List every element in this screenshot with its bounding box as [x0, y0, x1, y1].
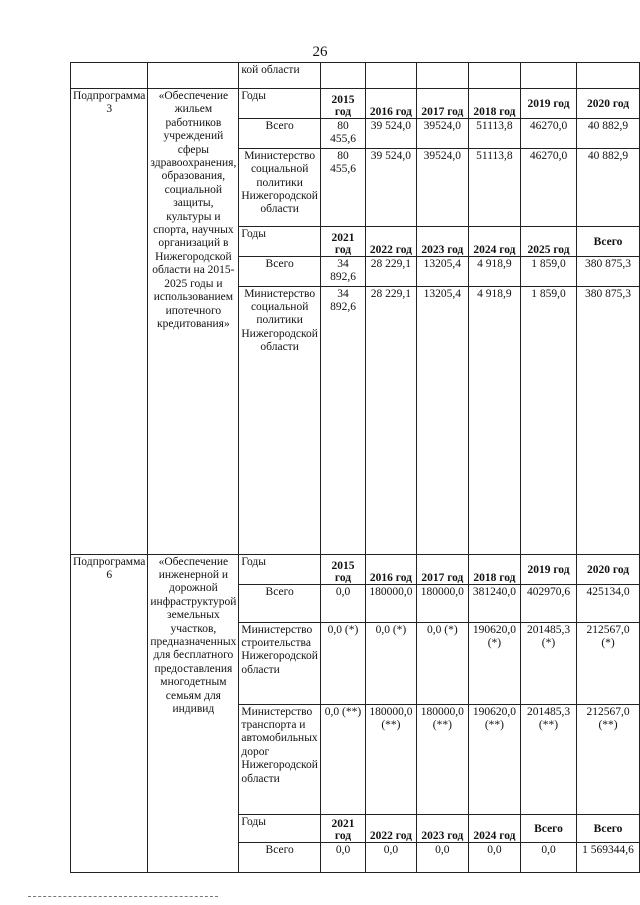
build-cell: 0,0 (*)	[366, 622, 417, 704]
subprog3-year-2016: 2016 год	[366, 89, 417, 119]
total-cell: 0,0	[366, 842, 417, 872]
total-cell: 402970,6	[520, 584, 576, 622]
total-cell: 180000,0	[366, 584, 417, 622]
subprog3-years-label: Годы	[239, 89, 321, 119]
total-cell: 0,0	[520, 842, 576, 872]
total-cell: 1 569344,6	[577, 842, 640, 872]
ministry-cell: 13205,4	[416, 286, 468, 554]
total-cell: 1 859,0	[520, 256, 576, 286]
ministry-cell: 34 892,6	[320, 286, 365, 554]
subprog6-year-2020: 2020 год	[577, 554, 640, 584]
subprog3-total-label-b: Всего	[239, 256, 321, 286]
subprog6-years-label: Годы	[239, 554, 321, 584]
ministry-cell: 39524,0	[416, 148, 468, 226]
ministry-cell: 4 918,9	[468, 286, 520, 554]
subprog3-year-2025: 2025 год	[520, 226, 576, 256]
subprog6-year-2016: 2016 год	[366, 554, 417, 584]
transport-cell: 0,0 (**)	[320, 704, 365, 814]
total-cell: 4 918,9	[468, 256, 520, 286]
total-cell: 0,0	[468, 842, 520, 872]
subprog3-ministry-label-b: Министерство социальной политики Нижегородской области	[239, 286, 321, 554]
total-cell: 46270,0	[520, 119, 576, 149]
total-cell: 51113,8	[468, 119, 520, 149]
total-cell: 40 882,9	[577, 119, 640, 149]
subprog3-year-2021: 2021 год	[320, 226, 365, 256]
total-cell: 0,0	[320, 842, 365, 872]
subprog6-year-2015: 2015 год	[320, 554, 365, 584]
subprog6-year-2023: 2023 год	[416, 814, 468, 842]
subprog3-year-2022: 2022 год	[366, 226, 417, 256]
total-cell: 39524,0	[416, 119, 468, 149]
subprog6-total-label-a: Всего	[239, 584, 321, 622]
subprog3-year-2020: 2020 год	[577, 89, 640, 119]
subprog6-total-label-b: Всего	[239, 842, 321, 872]
subprog3-year-2015: 2015 год	[320, 89, 365, 119]
total-cell: 13205,4	[416, 256, 468, 286]
subprog3-year-2018: 2018 год	[468, 89, 520, 119]
build-cell: 201485,3 (*)	[520, 622, 576, 704]
transport-cell: 212567,0 (**)	[577, 704, 640, 814]
total-cell: 80 455,6	[320, 119, 365, 149]
build-cell: 190620,0 (*)	[468, 622, 520, 704]
subprog6-year-2024: 2024 год	[468, 814, 520, 842]
subprog6-build-ministry-label: Министерство строительства Нижегородской области	[239, 622, 321, 704]
subprog3-year-total: Всего	[577, 226, 640, 256]
total-cell: 39 524,0	[366, 119, 417, 149]
total-cell: 180000,0	[416, 584, 468, 622]
transport-cell: 180000,0 (**)	[416, 704, 468, 814]
subprog3-year-2019: 2019 год	[520, 89, 576, 119]
ministry-cell: 39 524,0	[366, 148, 417, 226]
total-cell: 425134,0	[577, 584, 640, 622]
ministry-cell: 80 455,6	[320, 148, 365, 226]
subprog6-year-2019: 2019 год	[520, 554, 576, 584]
subprog6-year-total-a: Всего	[520, 814, 576, 842]
build-cell: 0,0 (*)	[320, 622, 365, 704]
ministry-cell: 28 229,1	[366, 286, 417, 554]
total-cell: 380 875,3	[577, 256, 640, 286]
subprog3-year-2023: 2023 год	[416, 226, 468, 256]
subprog6-code: Подпрограмма 6	[71, 554, 148, 872]
ministry-cell: 40 882,9	[577, 148, 640, 226]
ministry-cell: 51113,8	[468, 148, 520, 226]
subprog6-year-2021: 2021 год	[320, 814, 365, 842]
transport-cell: 180000,0 (**)	[366, 704, 417, 814]
total-cell: 28 229,1	[366, 256, 417, 286]
subprog3-year-2017: 2017 год	[416, 89, 468, 119]
subprog3-years-a-row	[71, 89, 640, 119]
program-funding-table	[70, 62, 640, 873]
subprog6-year-2022: 2022 год	[366, 814, 417, 842]
subprog3-years-label-b: Годы	[239, 226, 321, 256]
page-bottom-rule	[28, 896, 218, 897]
transport-cell: 201485,3 (**)	[520, 704, 576, 814]
total-cell: 0,0	[416, 842, 468, 872]
continuation-text: кой области	[239, 63, 321, 89]
total-cell: 0,0	[320, 584, 365, 622]
page-number: 26	[312, 44, 328, 60]
continuation-row	[71, 63, 640, 89]
subprog6-transport-ministry-label: Министерство транспорта и автомобильных дорог Нижегородской области	[239, 704, 321, 814]
subprog6-year-2017: 2017 год	[416, 554, 468, 584]
subprog3-ministry-label-a: Министерство социальной политики Нижегородской области	[239, 148, 321, 226]
subprog3-total-label-a: Всего	[239, 119, 321, 149]
transport-cell: 190620,0 (**)	[468, 704, 520, 814]
subprog3-code: Подпрограмма 3	[71, 89, 148, 555]
build-cell: 212567,0 (*)	[577, 622, 640, 704]
subprog6-year-2018: 2018 год	[468, 554, 520, 584]
subprog6-years-label-b: Годы	[239, 814, 321, 842]
build-cell: 0,0 (*)	[416, 622, 468, 704]
subprog3-year-2024: 2024 год	[468, 226, 520, 256]
total-cell: 381240,0	[468, 584, 520, 622]
ministry-cell: 380 875,3	[577, 286, 640, 554]
subprog6-title: «Обеспечение инженерной и дорожной инфраструктурой земельных участков, предназначенных для бесплатного предоставления многодетным семьям для индивид	[148, 554, 239, 872]
subprog6-year-total-b: Всего	[577, 814, 640, 842]
subprog6-years-a-row	[71, 554, 640, 584]
ministry-cell: 1 859,0	[520, 286, 576, 554]
total-cell: 34 892,6	[320, 256, 365, 286]
ministry-cell: 46270,0	[520, 148, 576, 226]
subprog3-title: «Обеспечение жильем работников учреждений сферы здравоохранения, образования, социальной защиты, культуры и спорта, научных организаций в Нижегородской области на 2015-2025 годы и использованием ипотечного кредитования»	[148, 89, 239, 555]
